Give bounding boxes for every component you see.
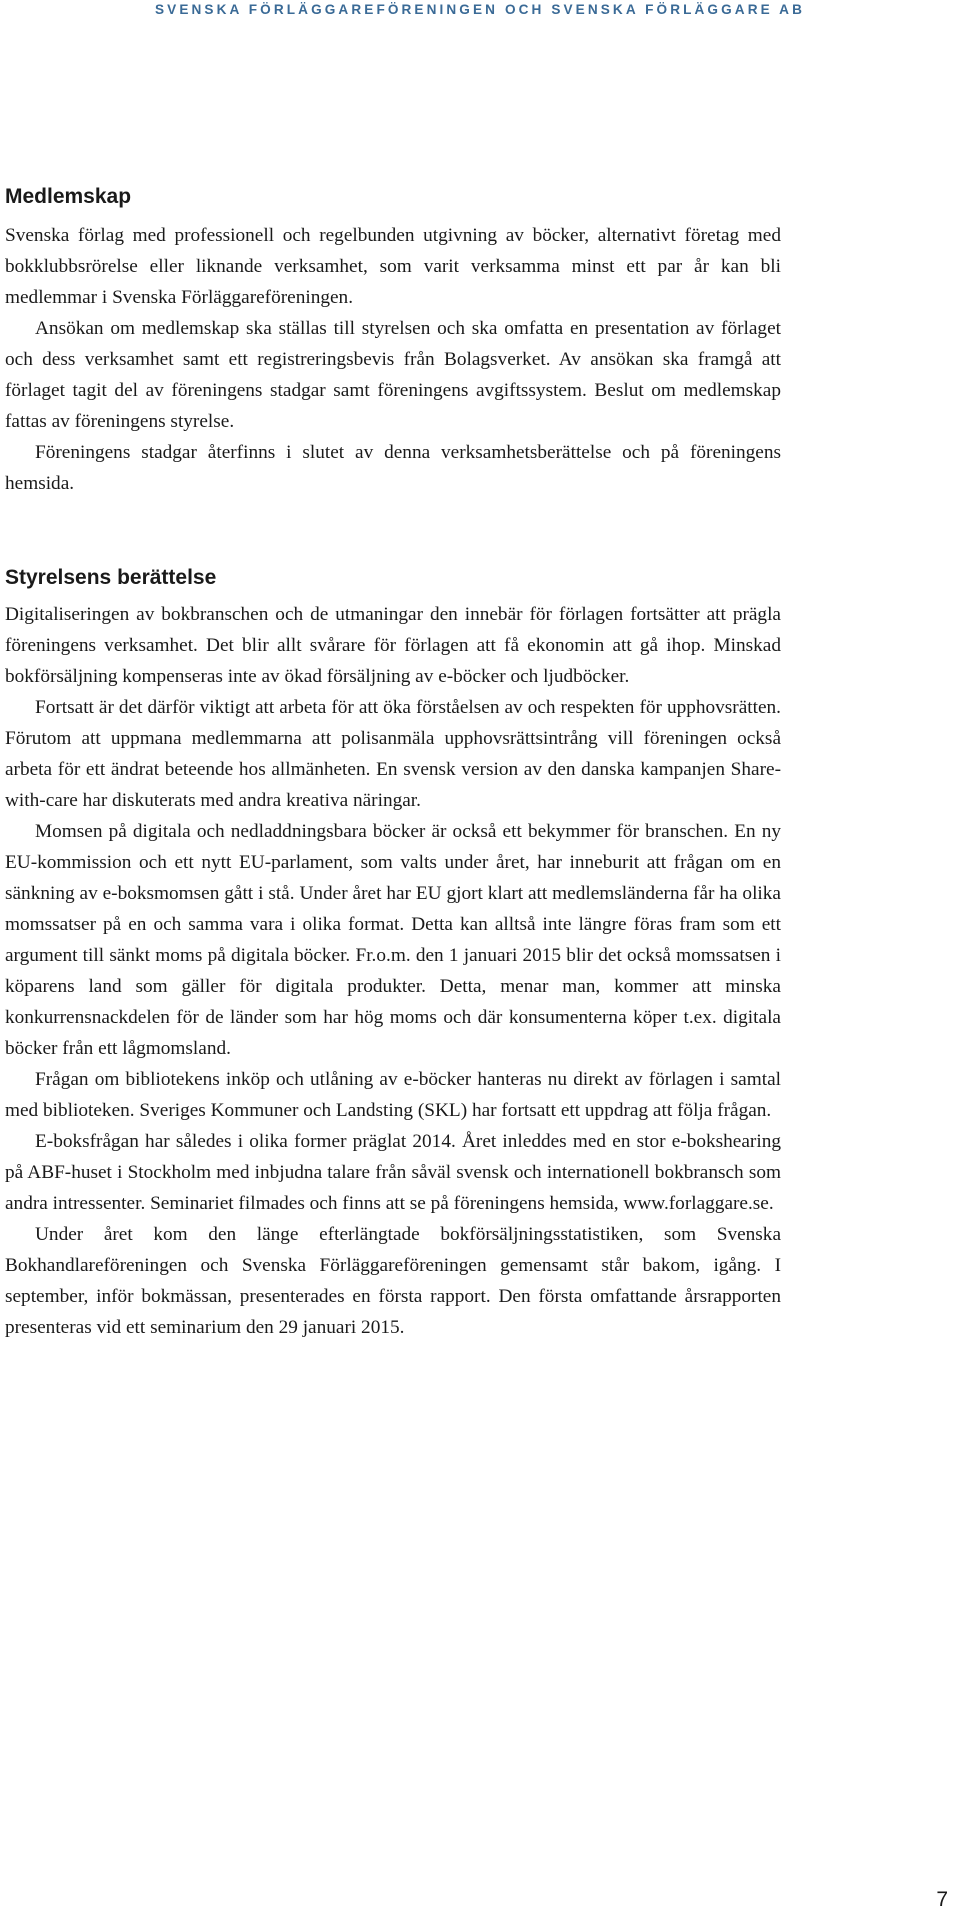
section-membership: [5, 182, 781, 499]
running-header: SVENSKA FÖRLÄGGAREFÖRENINGEN OCH SVENSKA FÖRLÄGGARE AB: [154, 2, 805, 17]
paragraph: Digitaliseringen av bokbranschen och de utmaningar den innebär för förlagen fortsätter att prägla föreningens verksamhet. Det blir allt svårare för förlagen att få ekonomin att gå ihop. Minskad bokförsäljning kompenseras inte av ökad försäljning av e-böcker och ljudböcker.: [5, 604, 781, 687]
section-heading-membership: Medlemskap: [5, 185, 132, 208]
section-board-report: [5, 563, 781, 1343]
paragraph: Fortsatt är det därför viktigt att arbeta för att öka förståelsen av och respekten för upphovsrätten. Förutom att uppmana medlemmarna att polisanmäla upphovsrättsintrång vill föreningen också arbeta för ett ändrat beteende hos allmänheten. En svensk version av den danska kampanjen Share-with-care har diskuterats med andra kreativa näringar.: [5, 697, 781, 811]
paragraph: Föreningens stadgar återfinns i slutet av denna verksamhetsberättelse och på föreningens hemsida.: [5, 442, 781, 494]
paragraph: Svenska förlag med professionell och regelbunden utgivning av böcker, alternativt företag med bokklubbsrörelse eller liknande verksamhet, som varit verksamma minst ett par år kan bli medlemmar i Svenska Förläggareföreningen.: [5, 225, 781, 308]
paragraph: Frågan om bibliotekens inköp och utlåning av e-böcker hanteras nu direkt av förlagen i samtal med biblioteken. Sveriges Kommuner och Landsting (SKL) har fortsatt ett uppdrag att följa frågan.: [5, 1069, 781, 1121]
paragraph: E-boksfrågan har således i olika former präglat 2014. Året inleddes med en stor e-bokshearing på ABF-huset i Stockholm med inbjudna talare från såväl svensk och internationell bokbransch som andra intressenter. Seminariet filmades och finns att se på föreningens hemsida, www.forlaggare.se.: [5, 1131, 781, 1214]
paragraph: Ansökan om medlemskap ska ställas till styrelsen och ska omfatta en presentation av förlaget och dess verksamhet samt ett registreringsbevis från Bolagsverket. Av ansökan ska framgå att förlaget tagit del av föreningens stadgar samt föreningens avgiftssystem. Beslut om medlemskap fattas av föreningens styrelse.: [5, 318, 781, 432]
paragraph: Momsen på digitala och nedladdningsbara böcker är också ett bekymmer för branschen. En ny EU-kommission och ett nytt EU-parlament, som valts under året, har inneburit att frågan om en sänkning av e-boksmomsen gått i stå. Under året har EU gjort klart att medlemsländerna får ha olika momssatser på en och samma vara i olika format. Detta kan alltså inte längre föras fram som ett argument till sänkt moms på digitala böcker. Fr.o.m. den 1 januari 2015 blir det också momssatsen i köparens land som gäller för digitala produkter. Detta, menar man, kommer att minska konkurrensnackdelen för de länder som har hög moms och där konsumenterna köper t.ex. digitala böcker från ett lågmomsland.: [5, 821, 781, 1059]
section-heading-board-report: Styrelsens berättelse: [5, 566, 217, 589]
paragraph: Under året kom den länge efterlängtade bokförsäljningsstatistiken, som Svenska Bokhandlareföreningen och Svenska Förläggareföreningen gemensamt står bakom, igång. I september, inför bokmässan, presenterades en första rapport. Den första omfattande årsrapporten presenteras vid ett seminarium den 29 januari 2015.: [5, 1224, 781, 1338]
page-number: 7: [936, 1888, 948, 1911]
